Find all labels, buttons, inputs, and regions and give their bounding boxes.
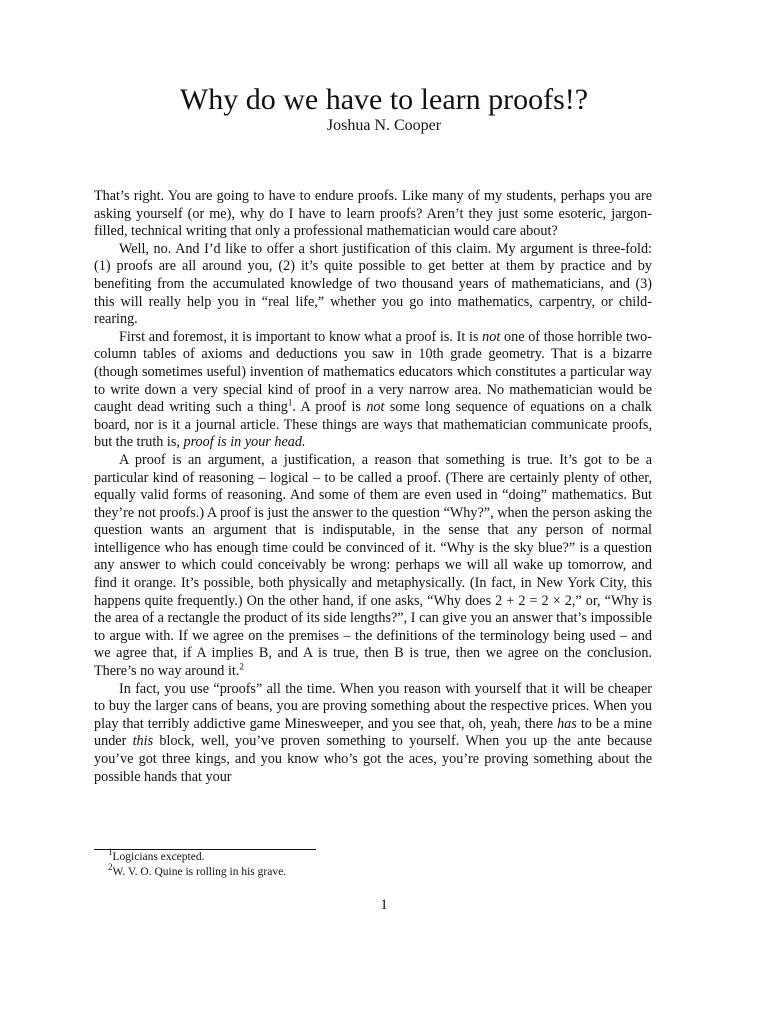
- footnotes: [108, 847, 648, 879]
- author-name: Joshua N. Cooper: [326, 117, 442, 134]
- emphasis-not-2: not: [366, 399, 385, 416]
- footnote-2-text: W. V. O. Quine is rolling in his grave.: [112, 865, 287, 878]
- emphasis-has: has: [557, 715, 577, 732]
- paragraph-1: That’s right. You are going to have to endure proofs. Like many of my students, perhaps you are asking yourself (or me), why do I have to learn proofs? Aren’t they just some esoteric, jargon-filled, technical writing that only a professional mathematician would care about?: [94, 188, 652, 240]
- paragraph-5: [94, 681, 652, 787]
- paragraph-2: Well, no. And I’d like to offer a short justification of this claim. My argument is three-fold: (1) proofs are all around you, (2) it’s quite possible to get better at them by practice and by benefiting from the accumulated knowledge of two thousand years of mathematicians, and (3) this will really help you in “real life,” whether you go into mathematics, carpentry, or child-rearing.: [94, 240, 652, 328]
- paragraph-4: [94, 452, 652, 681]
- paragraph-3: [94, 329, 652, 452]
- paragraph-5-text-a: In fact, you use “proofs” all the time. When you reason with yourself that it will be cheaper to buy the larger cans of beans, you are proving something about the respective prices. When you play that terribly addictive game Minesweeper, and you see that, oh, yeah, there: [94, 680, 652, 732]
- footnote-1-text: Logicians excepted.: [112, 851, 205, 863]
- footnote-2: [108, 861, 648, 880]
- paragraph-3-text-a: First and foremost, it is important to know what a proof is. It is: [119, 328, 483, 345]
- paragraph-5-text-c: block, well, you’ve proven something to yourself. When you up the ante because you’ve got three kings, and you know who’s got the aces, you’re proving something about the possible hands that your: [94, 733, 652, 785]
- emphasis-this: this: [132, 733, 154, 750]
- footnote-1-mark: 1: [108, 847, 113, 858]
- paragraph-4-text: A proof is an argument, a justification, a reason that something is true. It’s got to be a particular kind of reasoning – logical – to be called a proof. (There are certainly plenty of other, equally valid forms of reasoning. And some of them are even used in “doing” mathematics. But they’re not proofs.) A proof is just the answer to the question “Why?”, when the person asking the question wants an argument that is indisputable, in the sense that any person of normal intelligence who has enough time could be convinced of it. “Why is the sky blue?” is a question any answer to which could conceivably be wrong: perhaps we will all wake up tomorrow, and find it orange. It’s possible, both physically and metaphysically. (In fact, in New York City, this happens quite frequently.) On the other hand, if one asks, “Why does 2 + 2 = 2 × 2,” or, “Why is the area of a rectangle the product of its side lengths?”, I can give you an answer that’s impossible to argue with. If we agree on the premises – the definitions of the terminology being used – and we agree that, if A implies B, and A is true, then B is true, then we agree on the conclusion. There’s no way around it.: [94, 451, 652, 680]
- paragraph-5-text-b: to be a mine under: [94, 715, 653, 750]
- footnote-ref-2: 2: [239, 661, 244, 672]
- emphasis-not-1: not: [482, 328, 501, 345]
- paragraph-3-text-d: some long sequence of equations on a chalk board, nor is it a journal article. These things are ways that mathematician communicate proofs, but the truth is,: [94, 399, 652, 451]
- page-title: Why do we have to learn proofs!?: [179, 83, 589, 116]
- paragraph-3-text-b: one of those horrible two-column tables of axioms and deductions you saw in 10th grade geometry. That is a bizarre (though sometimes useful) invention of mathematics educators which constitutes a particular way to write down a very special kind of proof in a very narrow area. No mathematician would be caught dead writing such a thing: [94, 328, 652, 416]
- page-number: 1: [380, 897, 388, 913]
- footnote-2-mark: 2: [108, 861, 113, 872]
- footnote-1: [108, 847, 648, 865]
- body-text: [94, 188, 652, 786]
- footnote-ref-1: 1: [287, 397, 293, 408]
- paragraph-3-text-c: . A proof is: [292, 399, 367, 416]
- emphasis-proof-in-head: proof is in your head.: [183, 434, 306, 451]
